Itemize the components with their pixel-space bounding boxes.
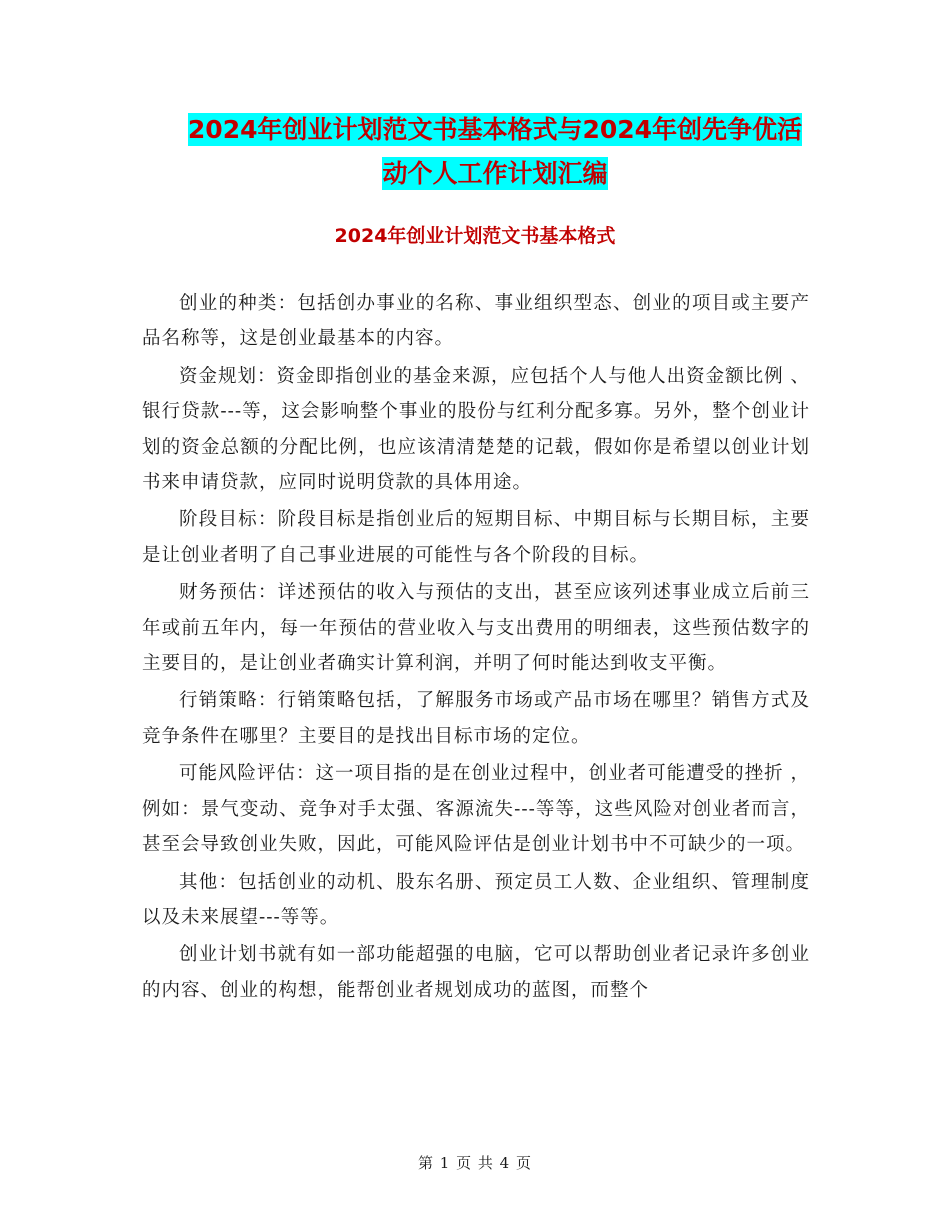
paragraph-financial-forecast: 财务预估：详述预估的收入与预估的支出，甚至应该列述事业成立后前三年或前五年内，每一年预估的营业收入与支出费用的明细表，这些预估数字的主要目的，是让创业者确实计算利润，并明了何时能达到收支平衡。 xyxy=(142,582,810,675)
paragraph-stage-goals: 阶段目标：阶段目标是指创业后的短期目标、中期目标与长期目标，主要是让创业者明了自己事业进展的可能性与各个阶段的目标。 xyxy=(142,509,810,566)
page-footer: 第 1 页 共 4 页 xyxy=(418,1154,532,1172)
document-body xyxy=(142,286,810,1010)
title-line-1: 2024年创业计划范文书基本格式与2024年创先争优活 xyxy=(187,115,803,144)
paragraph-type: 创业的种类：包括创办事业的名称、事业组织型态、创业的项目或主要产品名称等，这是创业最基本的内容。 xyxy=(142,293,810,350)
paragraph-funding: 资金规划：资金即指创业的基金来源，应包括个人与他人出资金额比例 、银行贷款---等，这会影响整个事业的股份与红利分配多寡。另外，整个创业计划的资金总额的分配比例，也应该清清楚楚的记载，假如你是希望以创业计划书来申请贷款，应同时说明贷款的具体用途。 xyxy=(142,365,810,494)
paragraph-summary: 创业计划书就有如一部功能超强的电脑，它可以帮助创业者记录许多创业的内容、创业的构想，能帮创业者规划成功的蓝图，而整个 xyxy=(142,944,810,1001)
paragraph-risk: 可能风险评估：这一项目指的是在创业过程中，创业者可能遭受的挫折 ，例如：景气变动、竞争对手太强、客源流失---等等，这些风险对创业者而言，甚至会导致创业失败，因此，可能风险评估是创业计划书中不可缺少的一项。 xyxy=(142,763,810,856)
paragraph-other: 其他：包括创业的动机、股东名册、预定员工人数、企业组织、管理制度以及未来展望---等等。 xyxy=(142,871,810,928)
paragraph-marketing: 行销策略：行销策略包括，了解服务市场或产品市场在哪里？销售方式及竞争条件在哪里？主要目的是找出目标市场的定位。 xyxy=(142,690,810,747)
title-line-2: 动个人工作计划汇编 xyxy=(382,159,608,188)
document-title xyxy=(140,108,850,196)
section-heading: 2024年创业计划范文书基本格式 xyxy=(334,225,616,247)
